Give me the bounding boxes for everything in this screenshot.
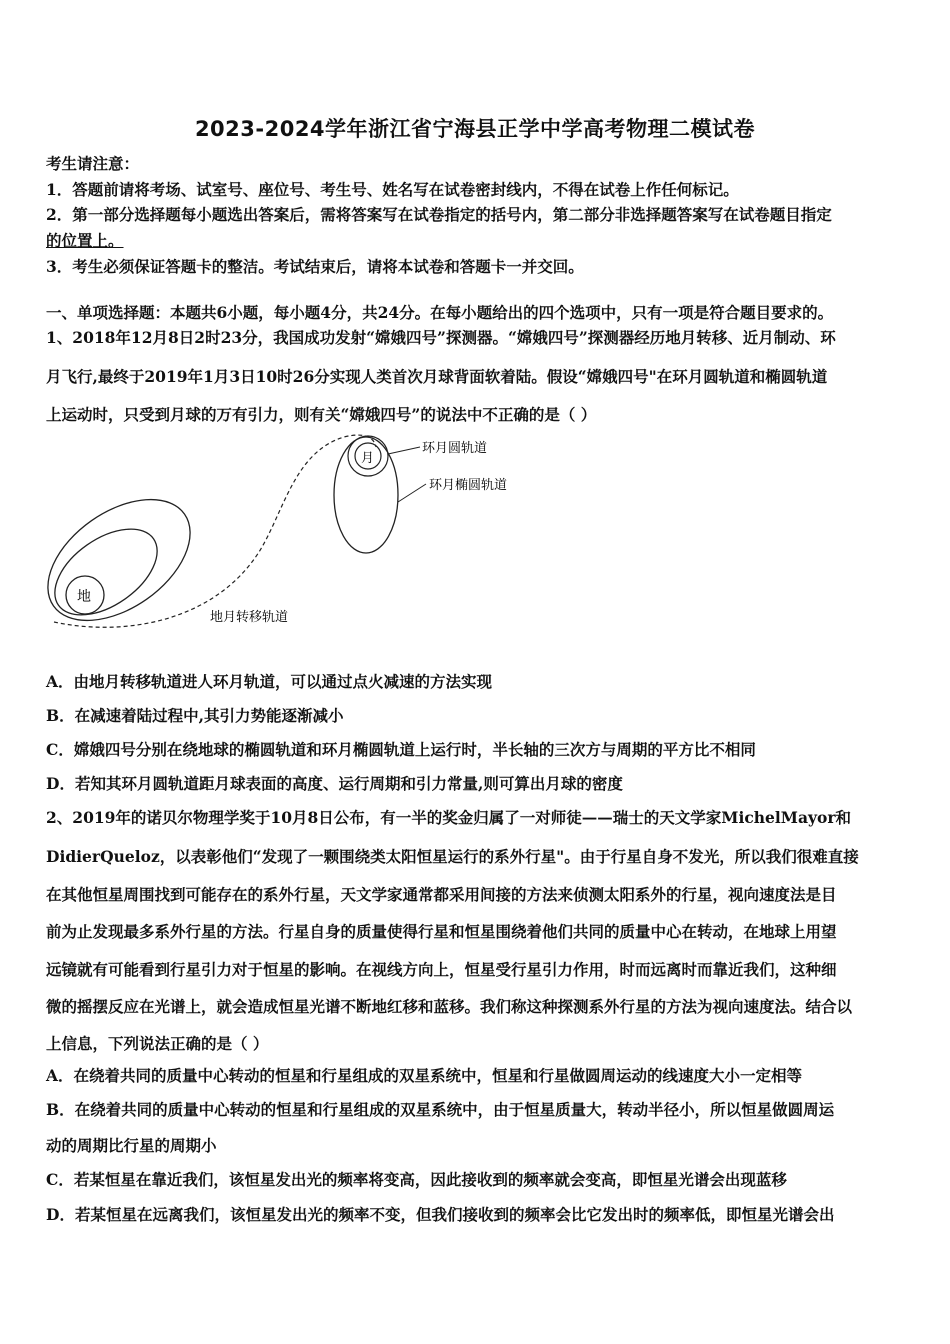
q2-line-2: DidierQueloz，以表彰他们“发现了一颗围绕类太阳恒星运行的系外行星"。由于行星自身不发光，所以我们很难直接 <box>46 847 859 866</box>
earth-inner-orbit <box>44 512 172 633</box>
notice-item-2-cont: 的位置上。 <box>46 231 124 250</box>
q1-option-d: D．若知其环月圆轨道距月球表面的高度、运行周期和引力常量,则可算出月球的密度 <box>46 774 623 793</box>
q2-line-4: 前为止发现最多系外行星的方法。行星自身的质量使得行星和恒星围绕着他们共同的质量中心在转动，在地球上用望 <box>46 922 837 941</box>
q2-option-a: A．在绕着共同的质量中心转动的恒星和行星组成的双星系统中，恒星和行星做圆周运动的线速度大小一定相等 <box>46 1066 803 1085</box>
leader-ellipse <box>398 484 426 502</box>
q2-option-b: B．在绕着共同的质量中心转动的恒星和行星组成的双星系统中，由于恒星质量大，转动半径小，所以恒星做圆周运 <box>46 1100 835 1119</box>
page-title: 2023-2024学年浙江省宁海县正学中学高考物理二模试卷 <box>194 117 756 141</box>
label-circle-orbit: 环月圆轨道 <box>422 441 488 456</box>
leader-circle <box>388 447 420 454</box>
notice-item-1: 1．答题前请将考场、试室号、座位号、考生号、姓名写在试卷密封线内，不得在试卷上作任何标记。 <box>46 180 739 199</box>
label-transfer-orbit: 地月转移轨道 <box>210 610 289 625</box>
q2-line-6: 微的摇摆反应在光谱上，就会造成恒星光谱不断地红移和蓝移。我们称这种探测系外行星的方法为视向速度法。结合以 <box>46 997 853 1016</box>
q2-line-3: 在其他恒星周围找到可能存在的系外行星，天文学家通常都采用间接的方法来侦测太阳系外的行星，视向速度法是目 <box>46 885 837 904</box>
transfer-orbit <box>54 435 376 627</box>
orbit-diagram <box>44 432 544 637</box>
q2-line-7: 上信息，下列说法正确的是（ ） <box>46 1034 269 1053</box>
q2-option-d: D．若某恒星在远离我们，该恒星发出光的频率不变，但我们接收到的频率会比它发出时的频率低，即恒星光谱会出 <box>46 1205 835 1224</box>
q2-line-1: 2、2019年的诺贝尔物理学奖于10月8日公布，有一半的奖金归属了一对师徒——瑞士的天文学家MichelMayor和 <box>46 808 851 827</box>
earth-label: 地 <box>77 589 91 605</box>
q1-line-2: 月飞行,最终于2019年1月3日10时26分实现人类首次月球背面软着陆。假设“嫦娥四号"在环月圆轨道和椭圆轨道 <box>46 367 828 386</box>
notice-heading: 考生请注意： <box>46 154 140 173</box>
q1-option-b: B．在减速着陆过程中,其引力势能逐渐减小 <box>46 706 344 725</box>
q1-line-1: 1、2018年12月8日2时23分，我国成功发射“嫦娥四号”探测器。“嫦娥四号”探测器经历地月转移、近月制动、环 <box>46 328 836 347</box>
q2-option-c: C．若某恒星在靠近我们，该恒星发出光的频率将变高，因此接收到的频率就会变高，即恒星光谱会出现蓝移 <box>46 1170 787 1189</box>
q1-option-a: A．由地月转移轨道进人环月轨道，可以通过点火减速的方法实现 <box>46 672 493 691</box>
notice-item-3: 3．考生必须保证答题卡的整洁。考试结束后，请将本试卷和答题卡一并交回。 <box>46 257 584 276</box>
q1-option-c: C．嫦娥四号分别在绕地球的椭圆轨道和环月椭圆轨道上运行时，半长轴的三次方与周期的平方比不相同 <box>46 740 756 759</box>
moon-label: 月 <box>361 451 375 466</box>
section-heading: 一、单项选择题：本题共6小题，每小题4分，共24分。在每小题给出的四个选项中，只有一项是符合题目要求的。 <box>46 303 834 322</box>
q1-line-3: 上运动时，只受到月球的万有引力，则有关“嫦娥四号”的说法中不正确的是（ ） <box>46 405 597 424</box>
q2-line-5: 远镜就有可能看到行星引力对于恒星的影响。在视线方向上，恒星受行星引力作用，时而远离时而靠近我们，这种细 <box>46 960 837 979</box>
q2-option-b-cont: 动的周期比行星的周期小 <box>46 1136 217 1155</box>
label-ellipse-orbit: 环月椭圆轨道 <box>429 478 508 493</box>
notice-item-2: 2．第一部分选择题每小题选出答案后，需将答案写在试卷指定的括号内，第二部分非选择题答案写在试卷题目指定 <box>46 205 832 224</box>
